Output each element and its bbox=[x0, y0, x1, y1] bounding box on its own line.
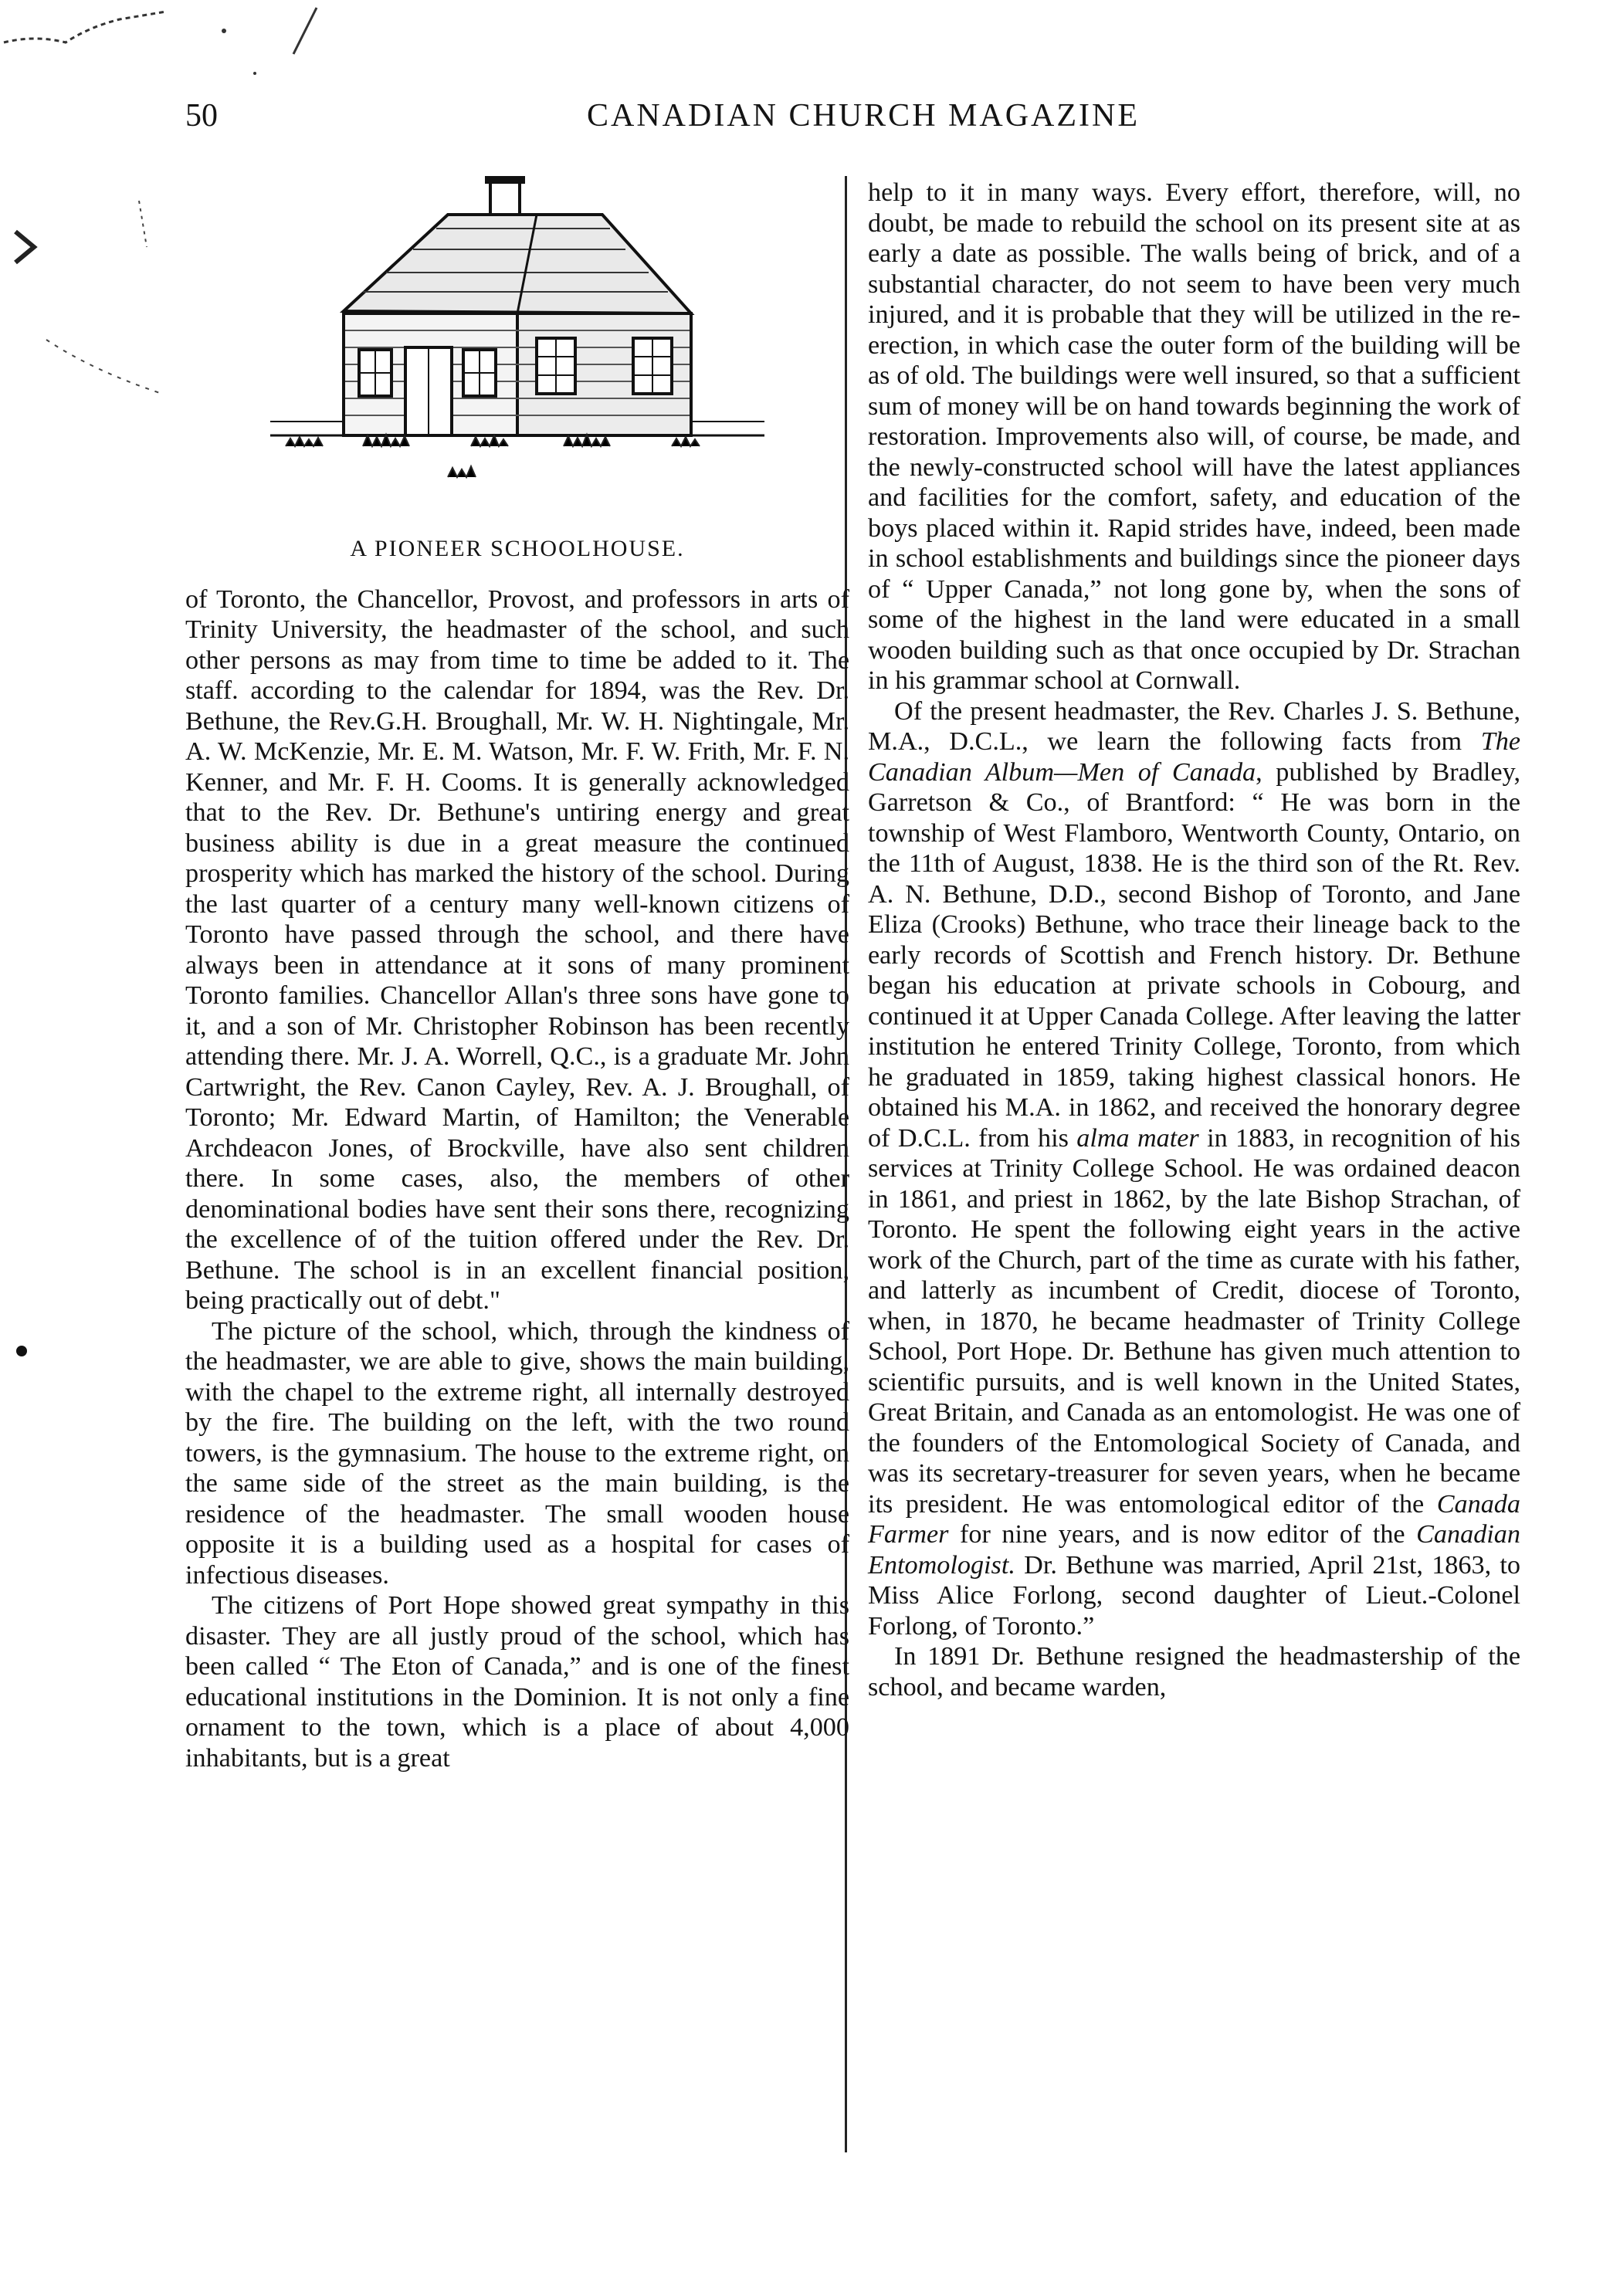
schoolhouse-illustration bbox=[185, 176, 849, 528]
figure-caption: A PIONEER SCHOOLHOUSE. bbox=[350, 536, 685, 561]
italic-phrase: alma mater bbox=[1076, 1123, 1199, 1153]
schoolhouse-drawing bbox=[270, 176, 764, 528]
text-run: Dr. Bethune was married, April 21st, 1863, to Miss Alice Forlong, second daughter of Lieut.-Colonel Forlong, of Toronto.” bbox=[868, 1550, 1520, 1641]
text-run: in 1883, in recognition of his services at Trinity College School. He was ordained deacon in 1861, and priest in 1862, by the late Bishop Strachan, of Toronto. He spent the following eight years in the active work of the Church, part of the time as curate with his father, and latterly as incumbent of Credit, diocese of Toronto, when, in 1870, he became headmaster of Trinity College School, Port Hope. Dr. Bethune has given much attention to scientific pursuits, and is well known in the United States, Great Britain, and Canada as an entomologist. He was one of the founders of the Entomological Society of Canada, and was its secretary-treasurer for seven years, when he became its president. He was entomological editor of the bbox=[868, 1123, 1520, 1519]
paragraph: The picture of the school, which, through the kindness of the headmaster, we are able to give, shows the main building, with the chapel to the extreme right, all internally destroyed by the fire. The building on the left, with the two round towers, is the gymnasium. The house to the extreme right, on the same side of the street as the main building, is the residence of the headmaster. The small wooden house opposite it is a building used as a hospital for cases of infectious diseases. bbox=[185, 1316, 849, 1590]
paragraph: The citizens of Port Hope showed great sympathy in this disaster. They are all justly proud of the school, which has been called “ The Eton of Canada,” and is one of the finest educational institutions in the Dominion. It is not only a fine ornament to the town, which is a place of about 4,000 inhabitants, but is a great bbox=[185, 1591, 849, 1773]
text-run: Of the present headmaster, the Rev. Charles J. S. Bethune, M.A., D.C.L., we learn the following facts from bbox=[868, 696, 1520, 756]
paragraph bbox=[868, 696, 1520, 1642]
right-column bbox=[868, 178, 1520, 1702]
periodical-title: Canadian Entomologist. bbox=[868, 1520, 1520, 1580]
running-title: CANADIAN CHURCH MAGAZINE bbox=[587, 98, 1140, 134]
periodical-title: Canada Farmer bbox=[868, 1489, 1520, 1549]
page-header bbox=[185, 91, 1513, 153]
paragraph: of Toronto, the Chancellor, Provost, and professors in arts of Trinity University, the headmaster of the school, and such other persons as may from time to time be added to it. The staff. according to the calendar for 1894, was the Rev. Dr. Bethune, the Rev.G.H. Broughall, Mr. W. H. Nightingale, Mr. A. W. McKenzie, Mr. E. M. Watson, Mr. F. W. Frith, Mr. F. N. Kenner, and Mr. F. H. Cooms. It is generally acknowledged that to the Rev. Dr. Bethune's untiring energy and great business ability is due in a great measure the continued prosperity which has marked the history of the school. During the last quarter of a century many well-known citizens of Toronto have passed through the school, and there have always been in attendance at it sons of many prominent Toronto families. Chancellor Allan's three sons have gone to it, and a son of Mr. Christopher Robinson has been recently attending there. Mr. J. A. Worrell, Q.C., is a graduate Mr. John Cartwright, the Rev. Canon Cayley, Rev. A. J. Broughall, of Toronto; Mr. Edward Martin, of Hamilton; the Venerable Archdeacon Jones, of Brockville, have also sent children there. In some cases, also, the members of other denominational bodies have sent their sons there, recognizing the excellence of of the tuition offered under the Rev. Dr. Bethune. The school is in an excellent financial position, being practically out of debt." bbox=[185, 584, 849, 1316]
left-column bbox=[185, 176, 849, 1773]
text-run: , published by Bradley, Garretson & Co., of Brantford: “ He was born in the township of West Flamboro, Wentworth County, Ontario, on the 11th of August, 1838. He is the third son of the Rt. Rev. A. N. Bethune, D.D., second Bishop of Toronto, and Jane Eliza (Crooks) Bethune, who trace their lineage back to the early records of Scottish and French history. Dr. Bethune began his education at private schools in Cobourg, and continued it at Upper Canada College. After leaving the latter institution he entered Trinity College, Toronto, from which he graduated in 1859, taking highest classical honors. He obtained his M.A. in 1862, and received the honorary degree of D.C.L. from his bbox=[868, 757, 1520, 1153]
scan-artifact bbox=[0, 185, 185, 556]
scan-artifact bbox=[0, 0, 402, 93]
book-title: The Canadian Album—Men of Canada bbox=[868, 727, 1520, 787]
text-run: for nine years, and is now editor of the bbox=[948, 1520, 1417, 1549]
scan-dot bbox=[14, 1343, 29, 1359]
page-number: 50 bbox=[185, 98, 218, 134]
paragraph: help to it in many ways. Every effort, therefore, will, no doubt, be made to rebuild the school on its present site at as early a date as possible. The walls being of brick, and of a substantial character, do not seem to have been very much injured, and it is probable that they will be utilized in the re-erection, in which case the outer form of the building will be as of old. The buildings were well insured, so that a sufficient sum of money will be on hand towards beginning the work of restoration. Improvements also will, of course, be made, and the newly-constructed school will have the latest appliances and facilities for the comfort, safety, and education of the boys placed within it. Rapid strides have, indeed, been made in school establishments and buildings since the pioneer days of “ Upper Canada,” not long gone by, when the sons of some of the highest in the land were educated in a small wooden building such as that once occupied by Dr. Strachan in his grammar school at Cornwall. bbox=[868, 178, 1520, 695]
paragraph: In 1891 Dr. Bethune resigned the headmastership of the school, and became warden, bbox=[868, 1642, 1520, 1702]
